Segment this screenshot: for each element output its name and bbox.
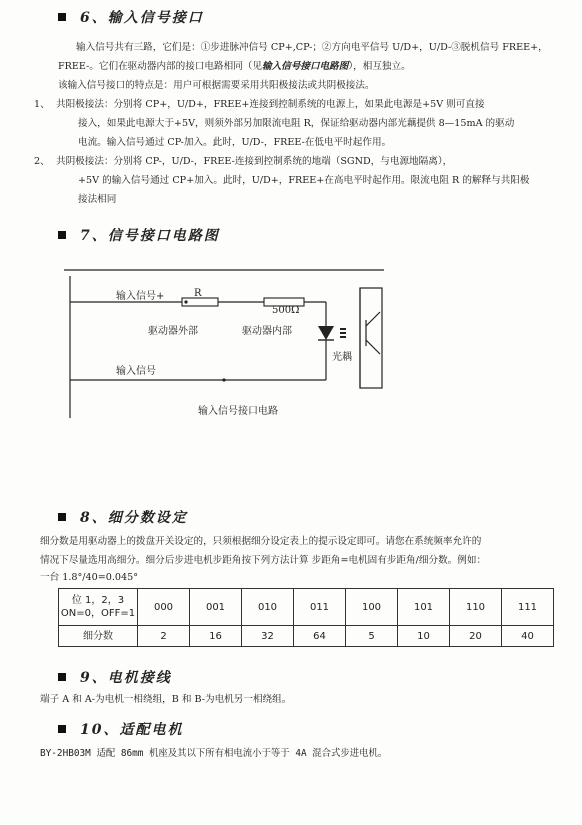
transistor-collector: [366, 312, 380, 326]
label-input: 输入信号: [116, 366, 156, 377]
switch-code-cell: 111: [502, 589, 554, 626]
led-diode-icon: [318, 326, 334, 340]
section-6-title: 6、输入信号接口: [80, 10, 204, 26]
diagram-caption: 输入信号接口电路: [198, 406, 278, 417]
row-label-cell: 细分数: [59, 626, 138, 647]
section-8-para-line-2: 情况下尽量选用高细分。细分后步进电机步距角按下列方法计算 步距角=电机固有步距角/细分数。例如：: [40, 555, 487, 566]
header-line-2: ON=0，OFF=1: [60, 608, 136, 619]
item-number: 1、: [34, 99, 50, 110]
subdivision-table: [58, 588, 554, 647]
subdivision-value-cell: 40: [502, 626, 554, 647]
text-run: 共阴极接法：分别将 CP-，U/D-，FREE-连接到控制系统的地端（SGND，与电源地隔离），: [56, 156, 453, 167]
section-8-heading: [58, 507, 188, 527]
subdivision-value-cell: 10: [398, 626, 450, 647]
section-8-para-line-3: 一台 1.8°/40=0.045°: [40, 572, 139, 583]
bullet-square-icon: [58, 725, 66, 733]
section-8-para-line-1: 细分数是用驱动器上的拨盘开关设定的，只须根据细分设定表上的提示设定即可。请您在系统频率允许的: [40, 536, 482, 547]
label-driver-outside: 驱动器外部: [148, 326, 198, 337]
section-6-item-2-line-2: +5V 的输入信号通过 CP+加入。此时，U/D+，FREE+在高电平时起作用。限流电阻 R 的解释与共阳极: [78, 175, 530, 186]
bullet-square-icon: [58, 673, 66, 681]
bullet-square-icon: [58, 231, 66, 239]
section-9-heading: [58, 667, 172, 687]
text-run: 共阳极接法：分别将 CP+，U/D+，FREE+连接到控制系统的电源上，如果此电源是+5V 则可直接: [56, 99, 485, 110]
text-run: FREE-。它们在驱动器内部的接口电路相同（见: [58, 61, 262, 72]
subdivision-value-cell: 5: [346, 626, 398, 647]
terminal-dot: [184, 300, 187, 303]
section-10-heading: [58, 719, 183, 739]
table-header-cell: [59, 589, 138, 626]
label-driver-inside: 驱动器内部: [242, 326, 292, 337]
label-input-plus: 输入信号+: [116, 291, 165, 302]
switch-code-cell: 100: [346, 589, 398, 626]
switch-code-cell: 110: [450, 589, 502, 626]
subdivision-value-cell: 20: [450, 626, 502, 647]
section-6-para-1-line-2: [58, 57, 411, 76]
section-6-para-2: 该输入信号接口的特点是：用户可根据需要采用共阳极接法或共阴极接法。: [58, 80, 375, 91]
bullet-square-icon: [58, 13, 66, 21]
section-10-title: 10、适配电机: [80, 722, 184, 738]
section-6-para-1-line-1: 输入信号共有三路，它们是：①步进脉冲信号 CP+,CP-；②方向电平信号 U/D+，U/D-③脱机信号 FREE+，: [76, 42, 548, 53]
subdivision-value-cell: 64: [294, 626, 346, 647]
switch-code-cell: 010: [242, 589, 294, 626]
section-9-para: 端子 A 和 A-为电机一相绕组，B 和 B-为电机另一相绕组。: [40, 694, 292, 705]
subdivision-value-cell: 2: [138, 626, 190, 647]
terminal-dot: [222, 378, 225, 381]
section-6-heading: [58, 7, 204, 27]
header-line-1: 位 1，2，3: [71, 595, 125, 606]
section-6-item-1-line-3: 电流。输入信号通过 CP-加入。此时，U/D-，FREE-在低电平时起作用。: [78, 137, 392, 148]
text-run: ），相互独立。: [348, 61, 411, 72]
bullet-square-icon: [58, 513, 66, 521]
table-row: [59, 589, 554, 626]
switch-code-cell: 101: [398, 589, 450, 626]
section-9-title: 9、电机接线: [80, 670, 172, 686]
section-6-item-1-line-1: [34, 95, 485, 114]
light-emission-icon: [340, 328, 346, 338]
table-row: [59, 626, 554, 647]
switch-code-cell: 011: [294, 589, 346, 626]
section-6-item-1-line-2: 接入，如果此电源大于+5V，则须外部另加限流电阻 R，保证给驱动器内部光藕提供 8—15mA 的驱动: [78, 118, 515, 129]
label-optocoupler: 光耦: [332, 352, 352, 363]
subdivision-value-cell: 16: [190, 626, 242, 647]
section-6-item-2-line-1: [34, 152, 452, 171]
switch-code-cell: 001: [190, 589, 242, 626]
label-resistor-500: 500Ω: [272, 305, 300, 316]
input-interface-circuit-diagram: [64, 268, 404, 428]
optocoupler-box: [360, 288, 382, 388]
switch-code-cell: 000: [138, 589, 190, 626]
subdivision-value-cell: 32: [242, 626, 294, 647]
section-8-title: 8、细分数设定: [80, 510, 188, 526]
item-number: 2、: [34, 156, 50, 167]
text-run-emphasis: 输入信号接口电路图: [262, 61, 349, 72]
label-resistor-r: R: [194, 288, 202, 299]
section-7-heading: [58, 225, 220, 245]
transistor-emitter: [366, 340, 380, 354]
section-7-title: 7、信号接口电路图: [80, 228, 220, 244]
section-10-para: BY-2HB03M 适配 86mm 机座及其以下所有相电流小于等于 4A 混合式步进电机。: [40, 748, 388, 759]
section-6-item-2-line-3: 接法相同: [78, 194, 117, 205]
